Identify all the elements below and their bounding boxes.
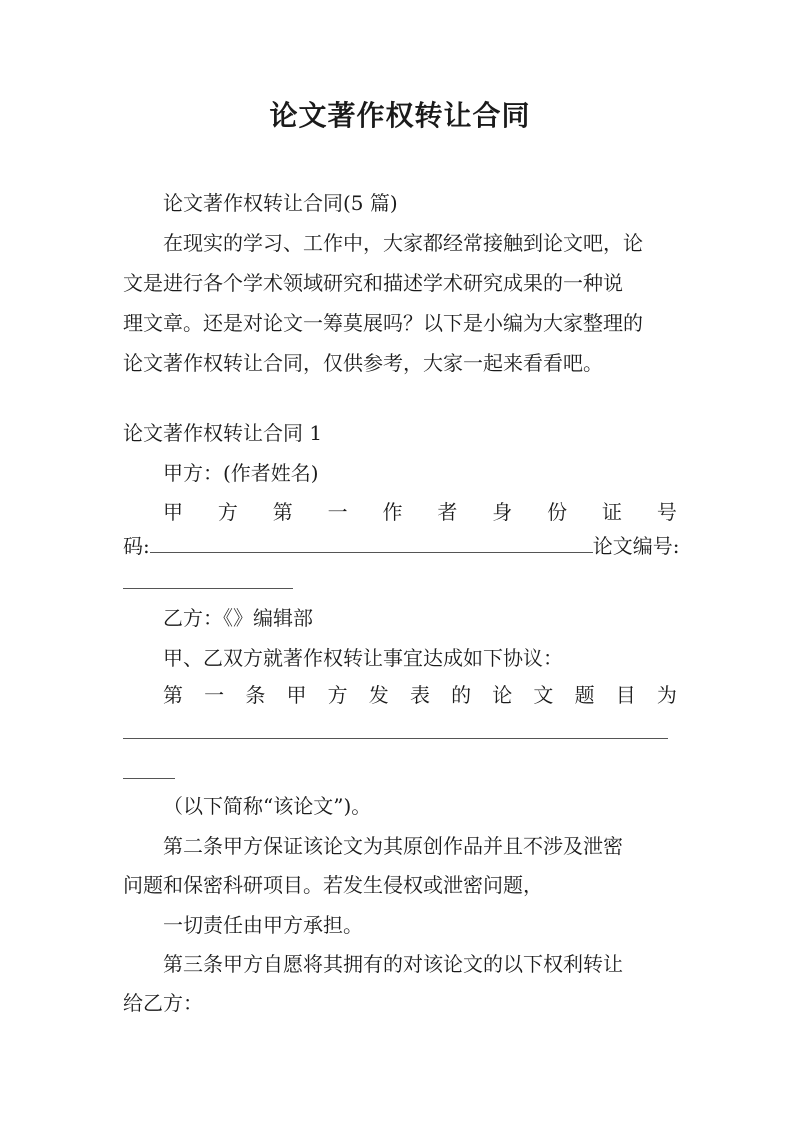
id-number-blank[interactable] xyxy=(150,530,593,553)
id-label-char: 证 xyxy=(602,500,622,524)
document-subtitle: 论文著作权转让合同(5 篇) xyxy=(163,191,398,215)
intro-line-2: 文是进行各个学术领域研究和描述学术研究成果的一种说 xyxy=(123,271,623,295)
id-label-char: 作 xyxy=(382,500,403,524)
id-number-row xyxy=(123,530,680,561)
article1-char: 目 xyxy=(615,683,636,707)
article1-char: 论 xyxy=(492,683,513,707)
party-a-line: 甲方：(作者姓名) xyxy=(163,461,319,485)
article3-line-1: 第三条甲方自愿将其拥有的对该论文的以下权利转让 xyxy=(163,952,623,976)
article1-note: （以下简称“该论文”)。 xyxy=(163,794,372,818)
agreement-line: 甲、乙双方就著作权转让事宜达成如下协议： xyxy=(163,646,563,670)
intro-line-3: 理文章。还是对论文一筹莫展吗？以下是小编为大家整理的 xyxy=(123,311,643,335)
article1-justified xyxy=(163,680,677,710)
page-title: 论文著作权转让合同 xyxy=(269,99,531,132)
article1-char: 条 xyxy=(245,683,266,707)
intro-line-1: 在现实的学习、工作中，大家都经常接触到论文吧，论 xyxy=(163,231,643,255)
paper-title-blank-2[interactable] xyxy=(123,778,175,779)
article1-char: 第 xyxy=(163,683,183,707)
article1-char: 为 xyxy=(656,683,677,707)
article1-char: 发 xyxy=(368,683,389,707)
article1-char: 方 xyxy=(327,683,348,707)
id-label-char: 一 xyxy=(327,500,348,524)
id-label-char: 甲 xyxy=(163,500,183,524)
id-label-char: 方 xyxy=(217,500,238,524)
id-label-char: 第 xyxy=(272,500,293,524)
intro-line-4: 论文著作权转让合同，仅供参考，大家一起来看看吧。 xyxy=(123,351,603,375)
id-label-char: 者 xyxy=(437,500,458,524)
article1-char: 文 xyxy=(533,683,554,707)
article3-line-2: 给乙方： xyxy=(123,991,203,1015)
article1-char: 一 xyxy=(204,683,225,707)
id-label-end: 码: xyxy=(123,534,150,558)
paper-number-blank[interactable] xyxy=(123,588,293,589)
article2-line-2: 问题和保密科研项目。若发生侵权或泄密问题， xyxy=(123,873,543,897)
paper-number-label: 论文编号: xyxy=(592,534,680,558)
party-b-line: 乙方：《》编辑部 xyxy=(163,606,313,630)
id-label-char: 份 xyxy=(547,500,568,524)
id-label-char: 号 xyxy=(656,500,677,524)
id-label-justified xyxy=(163,497,677,527)
article1-char: 的 xyxy=(451,683,472,707)
article1-char: 表 xyxy=(409,683,430,707)
article1-char: 题 xyxy=(574,683,595,707)
article2-line-1: 第二条甲方保证该论文为其原创作品并且不涉及泄密 xyxy=(163,834,623,858)
article1-char: 甲 xyxy=(286,683,307,707)
section-heading: 论文著作权转让合同 1 xyxy=(123,421,323,445)
paper-title-blank-1[interactable] xyxy=(123,738,668,739)
article2-line-3: 一切责任由甲方承担。 xyxy=(163,913,363,937)
id-label-char: 身 xyxy=(492,500,513,524)
